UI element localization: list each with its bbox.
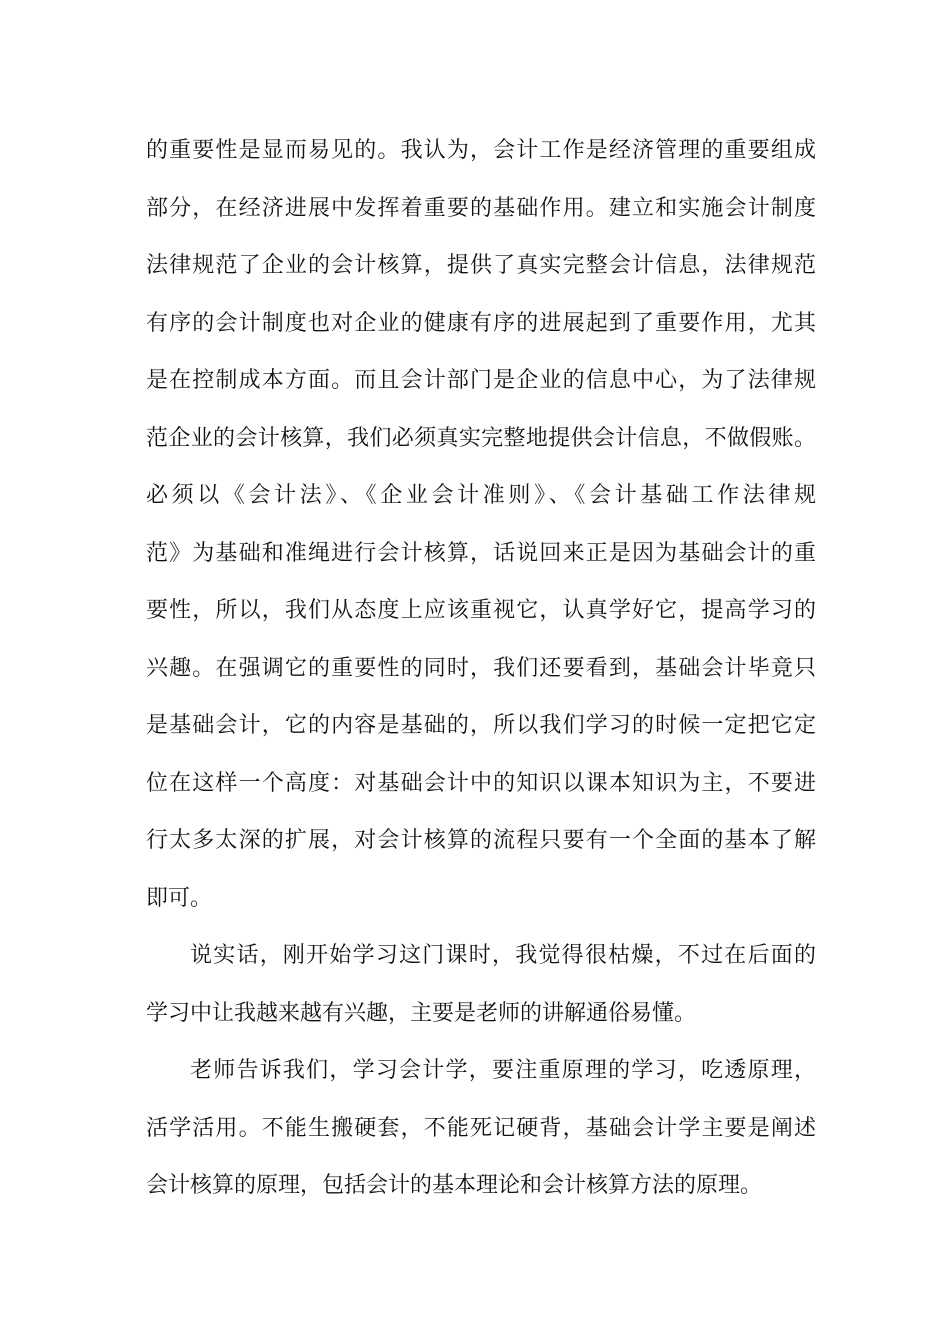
- paragraph-1-line-2: 部分，在经济进展中发挥着重要的基础作用。建立和实施会计制度: [146, 196, 816, 221]
- paragraph-1-line-14: 即可。: [146, 886, 213, 911]
- paragraph-1-line-11: 是基础会计，它的内容是基础的，所以我们学习的时候一定把它定: [146, 713, 816, 738]
- paragraph-2-line-1: 说实话，刚开始学习这门课时，我觉得很枯燥，不过在后面的: [190, 943, 816, 968]
- paragraph-1-line-3: 法律规范了企业的会计核算，提供了真实完整会计信息，法律规范: [146, 253, 816, 278]
- paragraph-3-line-2: 活学活用。不能生搬硬套，不能死记硬背，基础会计学主要是阐述: [146, 1116, 816, 1141]
- paragraph-2-line-2: 学习中让我越来越有兴趣，主要是老师的讲解通俗易懂。: [146, 1001, 697, 1026]
- paragraph-1-line-1: 的重要性是显而易见的。我认为，会计工作是经济管理的重要组成: [146, 138, 816, 163]
- paragraph-1-line-5: 是在控制成本方面。而且会计部门是企业的信息中心，为了法律规: [146, 368, 816, 393]
- paragraph-1-line-6: 范企业的会计核算，我们必须真实完整地提供会计信息，不做假账。: [146, 426, 816, 451]
- paragraph-1-line-13: 行太多太深的扩展，对会计核算的流程只要有一个全面的基本了解: [146, 828, 816, 853]
- paragraph-3-line-3: 会计核算的原理，包括会计的基本理论和会计核算方法的原理。: [146, 1173, 763, 1198]
- paragraph-1-line-4: 有序的会计制度也对企业的健康有序的进展起到了重要作用，尤其: [146, 311, 816, 336]
- paragraph-3-line-1: 老师告诉我们，学习会计学，要注重原理的学习，吃透原理，: [190, 1058, 816, 1083]
- paragraph-1-line-8: 范》为基础和准绳进行会计核算，话说回来正是因为基础会计的重: [146, 541, 816, 566]
- paragraph-1-line-7: 必须以《会计法》、《企业会计准则》、《会计基础工作法律规: [146, 483, 816, 508]
- paragraph-1-line-10: 兴趣。在强调它的重要性的同时，我们还要看到，基础会计毕竟只: [146, 656, 816, 681]
- paragraph-1-line-9: 要性，所以，我们从态度上应该重视它，认真学好它，提高学习的: [146, 598, 816, 623]
- paragraph-1-line-12: 位在这样一个高度：对基础会计中的知识以课本知识为主，不要进: [146, 771, 816, 796]
